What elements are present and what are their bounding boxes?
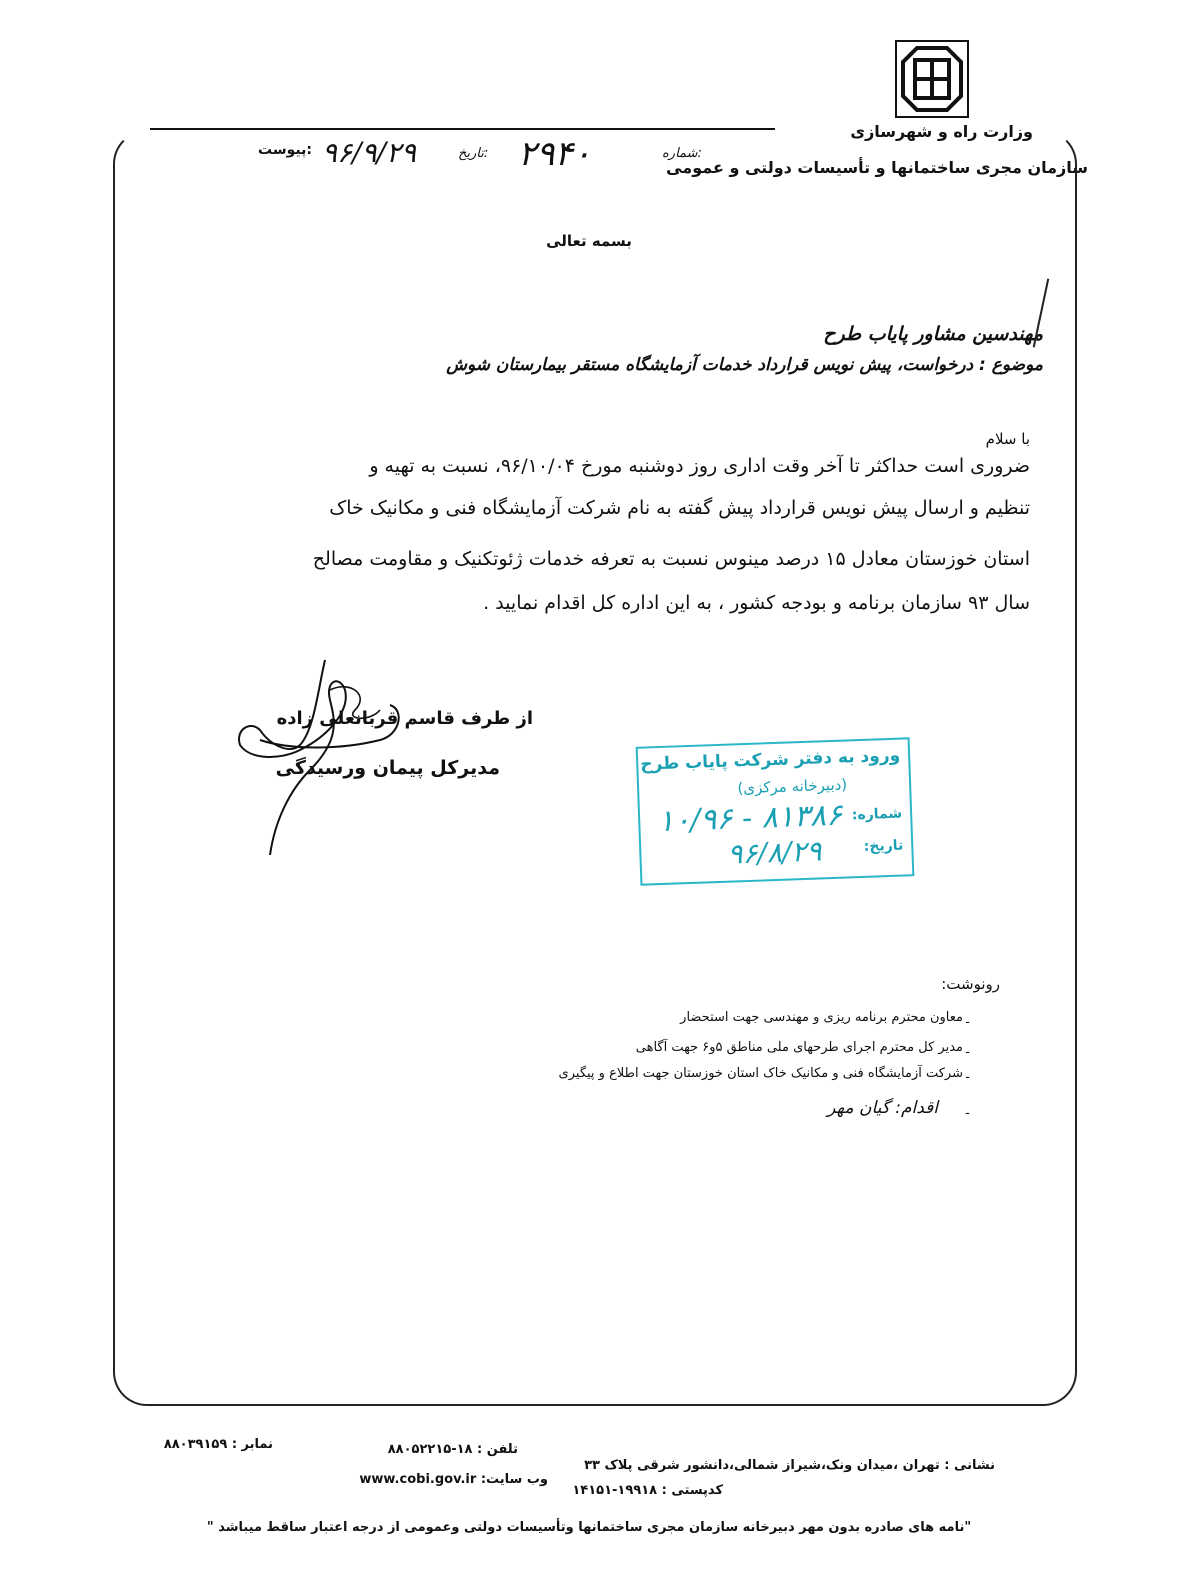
- signatory-title: مدیرکل پیمان ورسیدگی: [275, 757, 500, 779]
- stamp-title: ورود به دفتر شرکت پایاب طرح: [639, 745, 901, 775]
- stamp-subtitle: (دبیرخانه مرکزی): [737, 775, 848, 798]
- letter-number-value: ۲۹۴۰: [518, 134, 592, 174]
- cc-item: شرکت آزمایشگاه فنی و مکانیک خاک استان خوزستان جهت اطلاع و پیگیری: [558, 1066, 963, 1081]
- body-line: ضروری است حداکثر تا آخر وقت اداری روز دوشنبه مورخ ۹۶/۱۰/۰۴، نسبت به تهیه و: [369, 455, 1030, 477]
- organization-name: سازمان مجری ساختمانها و تأسیسات دولتی و عمومی: [666, 158, 1088, 177]
- stamp-number-label: شماره:: [851, 805, 903, 824]
- letter-subject: موضوع : درخواست، پیش نویس قرارداد خدمات آزمایشگاه مستقر بیمارستان شوش: [446, 355, 1043, 375]
- cc-title: رونوشت:: [941, 975, 1000, 993]
- header-divider: [150, 128, 775, 130]
- salutation: با سلام: [985, 430, 1030, 448]
- ministry-logo: [895, 40, 969, 118]
- attachment-label: پیوست:: [258, 142, 312, 158]
- ministry-name: وزارت راه و شهرسازی: [850, 122, 1033, 141]
- cc-bullet: -: [965, 1106, 970, 1121]
- cc-bullet: -: [965, 1045, 970, 1060]
- footer-address: نشانی : تهران ،میدان ونک،شیراز شمالی،دانشور شرقی پلاک ۳۳: [584, 1458, 995, 1473]
- cc-bullet: -: [965, 1015, 970, 1030]
- logo-emblem-icon: [897, 42, 967, 116]
- footer-phone: تلفن : ۱۸-۸۸۰۵۲۲۱۵: [387, 1442, 518, 1457]
- date-label: تاریخ:: [458, 146, 489, 161]
- footer-disclaimer: " نامه های صادره بدون مهر دبیرخانه سازمان مجری ساختمانها وتأسیسات دولتی وعمومی از درجه اعتبار ساقط میباشد": [206, 1520, 972, 1535]
- signatory-name: از طرف قاسم قربانعلی زاده: [276, 708, 533, 729]
- cc-bullet: -: [965, 1070, 970, 1085]
- cc-item: معاون محترم برنامه ریزی و مهندسی جهت استحضار: [680, 1010, 963, 1025]
- attachment-field: [258, 142, 312, 158]
- footer-postal-code: کدپستی : ۱۹۹۱۸-۱۴۱۵۱: [572, 1483, 723, 1498]
- cc-action: اقدام: گیان مهر: [827, 1098, 938, 1118]
- date-value: ۹۶/۹/۲۹: [322, 136, 417, 169]
- basmala: بسمه تعالی: [546, 232, 632, 250]
- stamp-date-label: تاریخ:: [863, 837, 904, 855]
- stamp-number-value: ۱۰/۹۶ - ۸۱۳۸۶: [657, 797, 843, 840]
- letter-number-label: شماره:: [662, 146, 702, 161]
- stamp-date-value: ۹۶/۸/۲۹: [726, 834, 822, 871]
- footer-website: وب سایت: www.cobi.gov.ir: [359, 1472, 548, 1487]
- footer-fax: نمابر : ۸۸۰۳۹۱۵۹: [163, 1437, 273, 1452]
- body-line: استان خوزستان معادل ۱۵ درصد مینوس نسبت به تعرفه خدمات ژئوتکنیک و مقاومت مصالح: [312, 548, 1030, 570]
- cc-item: مدیر کل محترم اجرای طرحهای ملی مناطق ۵و۶ جهت آگاهی: [635, 1040, 963, 1055]
- body-line: تنظیم و ارسال پیش نویس قرارداد پیش گفته به نام شرکت آزمایشگاه فنی و مکانیک خاک: [329, 497, 1030, 519]
- received-stamp: [636, 737, 915, 885]
- body-line: سال ۹۳ سازمان برنامه و بودجه کشور ، به این اداره کل اقدام نمایید .: [483, 592, 1030, 614]
- addressee: مهندسین مشاور پایاب طرح: [823, 323, 1043, 345]
